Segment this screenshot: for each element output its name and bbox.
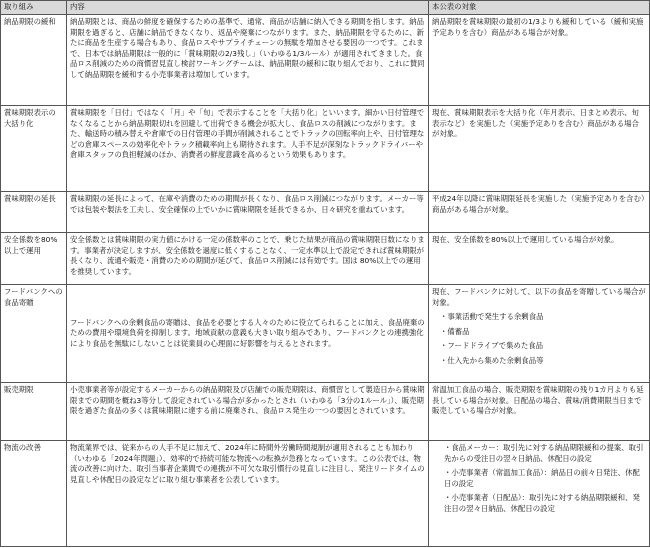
initiative-name: 賞味期限表示の大括り化 [1, 106, 67, 192]
target-line: 平成24年以降に賞味期限延長を実施した（実施予定ありを含む）商品がある場合が対象。 [432, 194, 645, 214]
initiative-target [429, 106, 650, 192]
initiative-content: 小売事業者等が設定するメーカーからの納品期限及び店舗での販売期限は、商慣習として製造日から賞味期限までの期間を概ね3等分して設定されている場合が多かったとされ（いわゆる「3分の1ルール」）、販売期限を過ぎた食品の多くは賞味期限に達する前に廃棄され、食品ロス発生の一つの要因とされています。 [67, 383, 429, 441]
table-row [1, 192, 650, 233]
initiative-name: 納品期限の緩和 [1, 15, 67, 106]
initiative-name: 安全係数を80%以上で運用 [1, 233, 67, 285]
target-line: 現在、フードバンクに対して、以下の食品を寄贈している場合が対象。 [432, 287, 646, 307]
initiative-target [429, 285, 650, 383]
target-line: ・小売事業者（常温加工食品）：納品日の前々日発注、休配日の設定 [444, 468, 640, 488]
initiative-target [429, 383, 650, 441]
initiative-content: 賞味期限の延長によって、在庫や消費のための期間が長くなり、食品ロス削減につながります。メーカー等では包装や製法を工夫し、安全確保の上でいかに賞味期限を延長できるか、日々研究を重ねています。 [67, 192, 429, 233]
initiative-target [429, 192, 650, 233]
initiative-name: 物流の改善 [1, 441, 67, 547]
target-line: 現在、安全係数を80%以上で運用している場合が対象。 [432, 235, 619, 244]
initiative-name: フードバンクへの食品寄贈 [1, 285, 67, 383]
initiative-content: 納品期限とは、商品の鮮度を確保するための基準で、通常、商品が店舗に納入できる期間を指します。納品期限を過ぎると、店舗に納品できなくなり、返品や廃棄につながります。また、納品期限を守るために、新たに商品を生産する場合もあり、食品ロスやサプライチェーンの無駄を増加させる要因の一つです。これまで、日本では納品期限は一般的に「賞味期限の2/3残し」（いわゆる1/3ルール）が適用されてきました。食品ロス削減のための商慣習見直し検討ワーキングチームは、納品期限の緩和に取り組んでおり、これに賛同して納品期限を緩和する小売事業者は増加しています。 [67, 15, 429, 106]
initiative-target [429, 233, 650, 285]
target-line: ・仕入先から集めた余剰食品等 [440, 355, 544, 365]
header-initiative: 取り組み [1, 1, 67, 15]
initiative-name: 販売期限 [1, 383, 67, 441]
initiative-content: 賞味期限を「日付」ではなく「月」や「旬」で表示することを「大括り化」といいます。細かい日付管理でなくなることから納品期限切れを回避して出荷できる機会が拡大し、食品ロスの削減につながります。また、輸送時の積み替えや倉庫での日付管理の手間が削減されることでトラックの回転率向上や、日付管理などの倉庫スペースの効率化やトラック積載率向上も期待されます。人手不足が深刻なトラックドライバーや倉庫スタッフの負担軽減のほか、消費者の鮮度意識を高めるという効果もあります。 [67, 106, 429, 192]
table-row [1, 285, 650, 383]
header-target: 本公表の対象 [429, 1, 650, 15]
initiative-name: 賞味期限の延長 [1, 192, 67, 233]
table-row [1, 383, 650, 441]
target-line: ・備蓄品 [440, 326, 470, 336]
target-line: ・小売事業者（日配品）：取引先に対する納品期限緩和、発注日の翌々日納品、休配日の設定 [444, 493, 640, 513]
table-row [1, 106, 650, 192]
target-line: 納品期限を賞味期限の最初の1/3よりも緩和している（緩和実施予定ありを含む）商品がある場合が対象。 [432, 17, 644, 37]
target-line: 現在、賞味期限表示を大括り化（年月表示、日まとめ表示、旬表示など）を実施した（実施予定ありを含む）商品がある場合が対象。 [432, 108, 639, 139]
initiative-target [429, 441, 650, 547]
table-row [1, 15, 650, 106]
initiative-content: 物流業界では、従来からの人手不足に加えて、2024年に時間外労働時間規制が適用されることも加わり（いわゆる「2024年問題」）、効率的で持続可能な物流への転換が急務となっています。この公表では、物流の改善に向けた、取引当事者企業間での連携が不可欠な取引慣行の見直しに注目し、発注リードタイムの見直しや休配日の設定などに取り組む事業者を公表しています。 [67, 441, 429, 547]
initiative-content: フードバンクへの余剰食品の寄贈は、食品を必要とする人々のために役立てられることに加え、食品廃棄のための費用や環境負荷を抑制します。地域貢献の意義も大きい取り組みであり、フードバンクとの連携強化により食品を無駄にしないことは従業員の心理面に好影響を与えるとされます。 [67, 285, 429, 383]
target-line: ・食品メーカー：取引先に対する納品期限緩和の提案、取引先からの受注日の翌々日納品、休配日の設定 [444, 443, 644, 463]
target-line: ・フードドライブで集めた食品 [440, 341, 544, 351]
header-content: 内容 [67, 1, 429, 15]
header-row [1, 1, 650, 15]
target-line: 常温加工食品の場合、販売期限を賞味期限の残り1カ月よりも延長している場合が対象。日配品の場合、賞味/消費期限当日まで販売している場合が対象。 [432, 385, 644, 416]
target-line: ・事業活動で発生する余剰食品 [440, 312, 544, 322]
table-row [1, 441, 650, 547]
initiative-target [429, 15, 650, 106]
initiative-content: 安全係数とは賞味期限の実力値にかける一定の係数率のことで、乗じた結果が商品の賞味期限日数になります。事業者が決定しますが、安全係数を過度に低くすることなく、一定水準以上で設定できれば賞味期限が長くなり、流通や販売・消費のための期間が延びて、食品ロス削減には有効です。国は 80%以上での運用を推奨しています。 [67, 233, 429, 285]
table-row [1, 233, 650, 285]
